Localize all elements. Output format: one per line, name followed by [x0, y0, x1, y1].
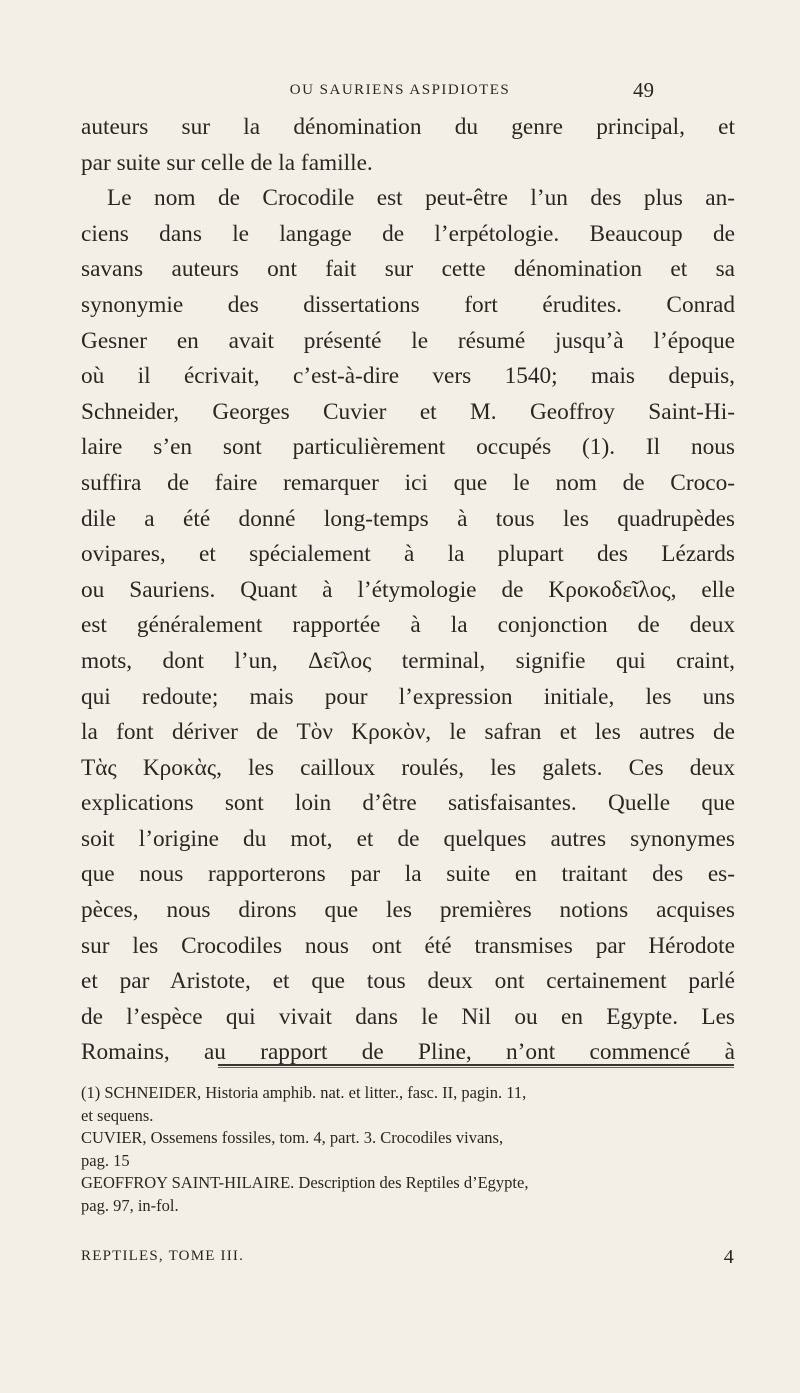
footnote-rule: [218, 1064, 734, 1066]
footnote-rule-thin: [218, 1067, 734, 1068]
body-line: par suite sur celle de la famille.: [81, 149, 373, 176]
signature-mark: REPTILES, TOME III.: [81, 1248, 245, 1264]
body-line: explications sont loin d’être satisfaisantes. Quelle que: [81, 790, 735, 817]
body-line: pèces, nous dirons que les premières notions acquises: [81, 897, 735, 924]
footnotes: [81, 1082, 735, 1217]
body-line: et par Aristote, et que tous deux ont certainement parlé: [81, 968, 735, 995]
page-footer: [81, 1248, 735, 1274]
body-line: la font dériver de Τὸν Κροκὸν, le safran et les autres de: [81, 719, 735, 746]
body-line: ovipares, et spécialement à la plupart des Lézards: [81, 541, 735, 568]
footnote-line: CUVIER, Ossemens fossiles, tom. 4, part. 3. Crocodiles vivans,: [81, 1128, 504, 1147]
page-header: [0, 78, 800, 108]
body-line: de l’espèce qui vivait dans le Nil ou en Egypte. Les: [81, 1003, 735, 1030]
footnote-line: et sequens.: [81, 1105, 154, 1125]
footnote-line: pag. 97, in-fol.: [81, 1195, 179, 1215]
body-line: Τὰς Κροκὰς, les cailloux roulés, les galets. Ces deux: [81, 754, 735, 781]
body-line: laire s’en sont particulièrement occupés (1). Il nous: [81, 434, 735, 461]
body-line: où il écrivait, c’est-à-dire vers 1540; mais depuis,: [81, 363, 735, 390]
body-line: soit l’origine du mot, et de quelques autres synonymes: [81, 825, 735, 852]
footnote-line: pag. 15: [81, 1150, 130, 1170]
body-line: est généralement rapportée à la conjonction de deux: [81, 612, 735, 639]
running-head: OU SAURIENS ASPIDIOTES: [289, 82, 511, 98]
body-line: dile a été donné long-temps à tous les quadrupèdes: [81, 505, 735, 532]
page-number: 49: [633, 78, 654, 102]
body-line: Gesner en avait présenté le résumé jusqu’à l’époque: [81, 327, 735, 354]
body-line: sur les Crocodiles nous ont été transmises par Hérodote: [81, 932, 735, 959]
body-line: mots, dont l’un, Δεῖλος terminal, signifie qui craint,: [81, 647, 735, 674]
body-line: ciens dans le langage de l’erpétologie. Beaucoup de: [81, 220, 735, 247]
body-line: suffira de faire remarquer ici que le nom de Croco-: [81, 469, 735, 496]
footnote-line: GEOFFROY SAINT-HILAIRE. Description des Reptiles d’Egypte,: [81, 1173, 529, 1192]
body-line: Le nom de Crocodile est peut-être l’un des plus an-: [107, 185, 735, 212]
body-line: Romains, au rapport de Pline, n’ont commencé à: [81, 1039, 735, 1066]
body-line: qui redoute; mais pour l’expression initiale, les uns: [81, 683, 735, 710]
footnote-line: (1) SCHNEIDER, Historia amphib. nat. et litter., fasc. II, pagin. 11,: [81, 1083, 527, 1102]
body-line: que nous rapporterons par la suite en traitant des es-: [81, 861, 735, 888]
signature-letter: 4: [723, 1246, 735, 1268]
body-line: synonymie des dissertations fort érudites. Conrad: [81, 291, 735, 318]
body-text: [81, 110, 735, 1071]
body-line: ou Sauriens. Quant à l’étymologie de Κροκοδεῖλος, elle: [81, 576, 735, 603]
body-line: Schneider, Georges Cuvier et M. Geoffroy Saint-Hi-: [81, 398, 735, 425]
body-line: savans auteurs ont fait sur cette dénomination et sa: [81, 256, 735, 283]
body-line: auteurs sur la dénomination du genre principal, et: [81, 114, 735, 140]
